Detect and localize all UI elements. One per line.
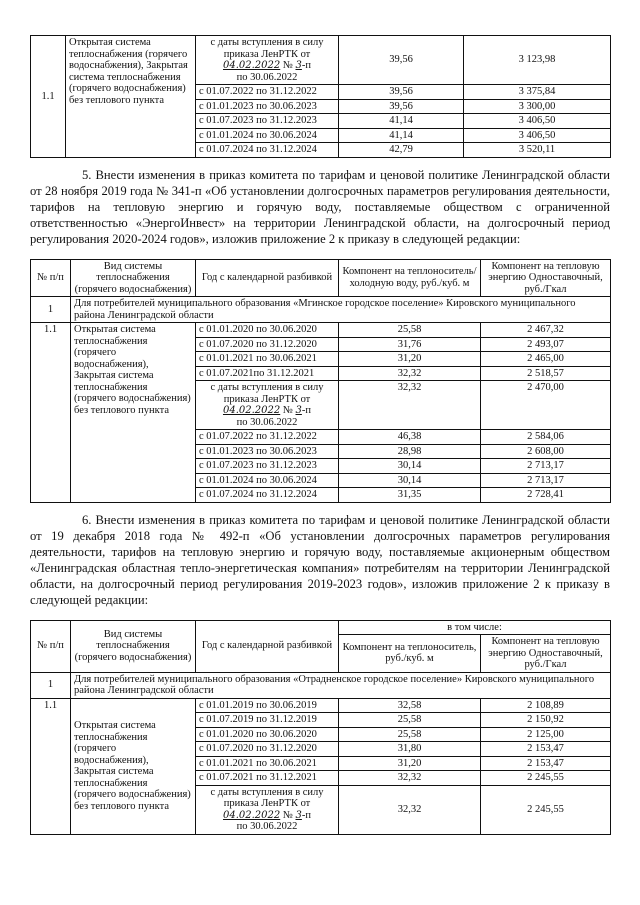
order-suffix: -п — [301, 405, 312, 416]
coolant-value: 31,20 — [339, 756, 481, 771]
coolant-value: 32,32 — [339, 785, 481, 834]
period-cell: с 01.07.2020 по 31.12.2020 — [196, 337, 339, 352]
coolant-value: 42,79 — [339, 143, 464, 158]
coolant-value: 32,32 — [339, 381, 481, 430]
coolant-value: 25,58 — [339, 323, 481, 338]
header-heat: Компонент на тепловую энергию Одноставочный, руб./Гкал — [481, 259, 611, 297]
row-num: 1.1 — [31, 36, 66, 158]
table-body — [31, 36, 611, 158]
period-cell: с 01.07.2022 по 31.12.2022 — [196, 430, 339, 445]
heat-value: 3 406,50 — [464, 114, 611, 129]
tariff-table-3 — [30, 620, 611, 835]
coolant-value: 31,20 — [339, 352, 481, 367]
header-coolant: Компонент на теплоноситель, руб./куб. м — [339, 635, 481, 673]
system-type: Открытая система теплоснабжения (горячего водоснабжения), Закрытая система теплоснабжения (горячего водоснабжения) без теплового пункта — [66, 36, 196, 158]
header-including: в том числе: — [339, 620, 611, 635]
heat-value: 2 108,89 — [481, 698, 611, 713]
period-cell: с 01.01.2021 по 30.06.2021 — [196, 352, 339, 367]
group-title: Для потребителей муниципального образования «Отрадненское городское поселение» Кировского муниципального района Ленинградской области — [71, 672, 611, 698]
period-cell: с 01.07.2021 по 31.12.2021 — [196, 771, 339, 786]
coolant-value: 28,98 — [339, 444, 481, 459]
group-row — [31, 297, 611, 323]
table-header — [31, 620, 611, 672]
order-number-label: № — [282, 809, 293, 821]
heat-value: 2 125,00 — [481, 727, 611, 742]
heat-value: 2 465,00 — [481, 352, 611, 367]
heat-value: 2 467,32 — [481, 323, 611, 338]
order-number-label: № — [282, 405, 293, 416]
coolant-value: 31,35 — [339, 488, 481, 503]
header-num: № п/п — [31, 259, 71, 297]
coolant-value: 32,32 — [339, 366, 481, 381]
coolant-value: 25,58 — [339, 727, 481, 742]
order-suffix: -п — [301, 60, 312, 71]
paragraph-6: 6. Внести изменения в приказ комитета по тарифам и ценовой политике Ленинградской области от 19 декабря 2018 года № 492-п «Об установлении долгосрочных параметров регулирования деятельности, тарифов на тепловую энергию и горячую воду, поставляемые акционерным обществом «Ленинградская областная тепло-энергетическая компания» потребителям на территории Ленинградской области, на долгосрочный период регулирования 2019-2023 годов», изложив приложение 2 к приказу в следующей редакции: — [30, 512, 610, 607]
order-suffix: -п — [301, 809, 312, 821]
header-period: Год с календарной разбивкой — [196, 620, 339, 672]
handwritten-order-number: 3 — [295, 60, 302, 71]
coolant-value: 41,14 — [339, 114, 464, 129]
row-num: 1.1 — [31, 698, 71, 834]
handwritten-date: 04.02.2022 — [222, 405, 281, 416]
coolant-value: 39,56 — [339, 36, 464, 85]
heat-value: 2 153,47 — [481, 756, 611, 771]
special-period-text: с даты вступления в силу приказа ЛенРТК от — [210, 786, 324, 809]
special-period-order — [199, 60, 335, 72]
tariff-table-1 — [30, 35, 611, 158]
group-row — [31, 672, 611, 698]
header-period: Год с календарной разбивкой — [196, 259, 339, 297]
period-cell: с 01.07.2023 по 31.12.2023 — [196, 114, 339, 129]
special-period-end: по 30.06.2022 — [236, 71, 298, 83]
coolant-value: 32,32 — [339, 771, 481, 786]
table-row — [31, 36, 611, 85]
heat-value: 2 713,17 — [481, 459, 611, 474]
table-row — [31, 323, 611, 338]
period-cell: с 01.07.2020 по 31.12.2020 — [196, 742, 339, 757]
header-heat: Компонент на тепловую энергию Одноставочный, руб./Гкал — [481, 635, 611, 673]
table-body — [31, 297, 611, 503]
heat-value: 2 245,55 — [481, 771, 611, 786]
special-period-text: с даты вступления в силу приказа ЛенРТК от — [210, 382, 324, 405]
group-title: Для потребителей муниципального образования «Мгинское городское поселение» Кировского муниципального района Ленинградской области — [71, 297, 611, 323]
heat-value: 2 150,92 — [481, 713, 611, 728]
heat-value: 2 153,47 — [481, 742, 611, 757]
coolant-value: 31,80 — [339, 742, 481, 757]
header-num: № п/п — [31, 620, 71, 672]
heat-value: 3 406,50 — [464, 128, 611, 143]
heat-value: 3 123,98 — [464, 36, 611, 85]
period-cell: с 01.07.2023 по 31.12.2023 — [196, 459, 339, 474]
period-cell: с 01.01.2020 по 30.06.2020 — [196, 727, 339, 742]
period-cell: с 01.07.2022 по 31.12.2022 — [196, 85, 339, 100]
special-period-order — [199, 405, 335, 417]
heat-value: 2 608,00 — [481, 444, 611, 459]
order-number-label: № — [282, 60, 293, 71]
paragraph-5: 5. Внести изменения в приказ комитета по тарифам и ценовой политике Ленинградской области от 28 ноября 2019 года № 341-п «Об установлении долгосрочных параметров регулирования деятельности, тарифов на тепловую энергию и горячую воду, поставляемые обществом с ограниченной ответственностью «ЭнергоИнвест» на территории Ленинградской области, на долгосрочный период регулирования 2020-2024 годов», изложив приложение 2 к приказу в следующей редакции: — [30, 167, 610, 246]
row-num: 1.1 — [31, 323, 71, 503]
handwritten-date: 04.02.2022 — [222, 60, 281, 71]
system-type: Открытая система теплоснабжения (горячего водоснабжения), Закрытая система теплоснабжения (горячего водоснабжения) без теплового пункта — [71, 323, 196, 503]
period-cell: с 01.07.2024 по 31.12.2024 — [196, 143, 339, 158]
coolant-value: 39,56 — [339, 99, 464, 114]
coolant-value: 30,14 — [339, 459, 481, 474]
period-cell: с 01.01.2023 по 30.06.2023 — [196, 99, 339, 114]
period-cell: с 01.07.2024 по 31.12.2024 — [196, 488, 339, 503]
header-system: Вид системы теплоснабжения (горячего водоснабжения) — [71, 620, 196, 672]
special-period-text: с даты вступления в силу приказа ЛенРТК от — [210, 37, 324, 60]
period-cell: с 01.07.2019 по 31.12.2019 — [196, 713, 339, 728]
coolant-value: 30,14 — [339, 473, 481, 488]
coolant-value: 25,58 — [339, 713, 481, 728]
heat-value: 2 470,00 — [481, 381, 611, 430]
special-period-end: по 30.06.2022 — [236, 821, 298, 832]
heat-value: 2 493,07 — [481, 337, 611, 352]
table-body — [31, 672, 611, 834]
coolant-value: 41,14 — [339, 128, 464, 143]
period-cell-special — [196, 381, 339, 430]
group-num: 1 — [31, 297, 71, 323]
period-cell: с 01.01.2020 по 30.06.2020 — [196, 323, 339, 338]
coolant-value: 39,56 — [339, 85, 464, 100]
period-cell: с 01.01.2019 по 30.06.2019 — [196, 698, 339, 713]
period-cell: с 01.01.2021 по 30.06.2021 — [196, 756, 339, 771]
handwritten-date: 04.02.2022 — [222, 809, 281, 821]
heat-value: 3 375,84 — [464, 85, 611, 100]
system-type: Открытая система теплоснабжения (горячего водоснабжения), Закрытая система теплоснабжения (горячего водоснабжения) без теплового пункта — [71, 698, 196, 834]
handwritten-order-number: 3 — [295, 809, 302, 821]
tariff-table-2 — [30, 259, 611, 503]
heat-value: 2 584,06 — [481, 430, 611, 445]
heat-value: 3 300,00 — [464, 99, 611, 114]
table-header — [31, 259, 611, 297]
coolant-value: 32,58 — [339, 698, 481, 713]
handwritten-order-number: 3 — [295, 405, 302, 416]
group-num: 1 — [31, 672, 71, 698]
table-row — [31, 698, 611, 713]
heat-value: 2 728,41 — [481, 488, 611, 503]
period-cell: с 01.01.2023 по 30.06.2023 — [196, 444, 339, 459]
period-cell-special — [196, 36, 339, 85]
heat-value: 2 518,57 — [481, 366, 611, 381]
heat-value: 2 245,55 — [481, 785, 611, 834]
period-cell: с 01.07.2021по 31.12.2021 — [196, 366, 339, 381]
header-coolant: Компонент на теплоноситель/холодную воду, руб./куб. м — [339, 259, 481, 297]
period-cell: с 01.01.2024 по 30.06.2024 — [196, 128, 339, 143]
heat-value: 3 520,11 — [464, 143, 611, 158]
heat-value: 2 713,17 — [481, 473, 611, 488]
header-system: Вид системы теплоснабжения (горячего водоснабжения) — [71, 259, 196, 297]
period-cell-special — [196, 785, 339, 834]
coolant-value: 31,76 — [339, 337, 481, 352]
special-period-order — [199, 810, 335, 822]
period-cell: с 01.01.2024 по 30.06.2024 — [196, 473, 339, 488]
special-period-end: по 30.06.2022 — [236, 416, 298, 428]
coolant-value: 46,38 — [339, 430, 481, 445]
